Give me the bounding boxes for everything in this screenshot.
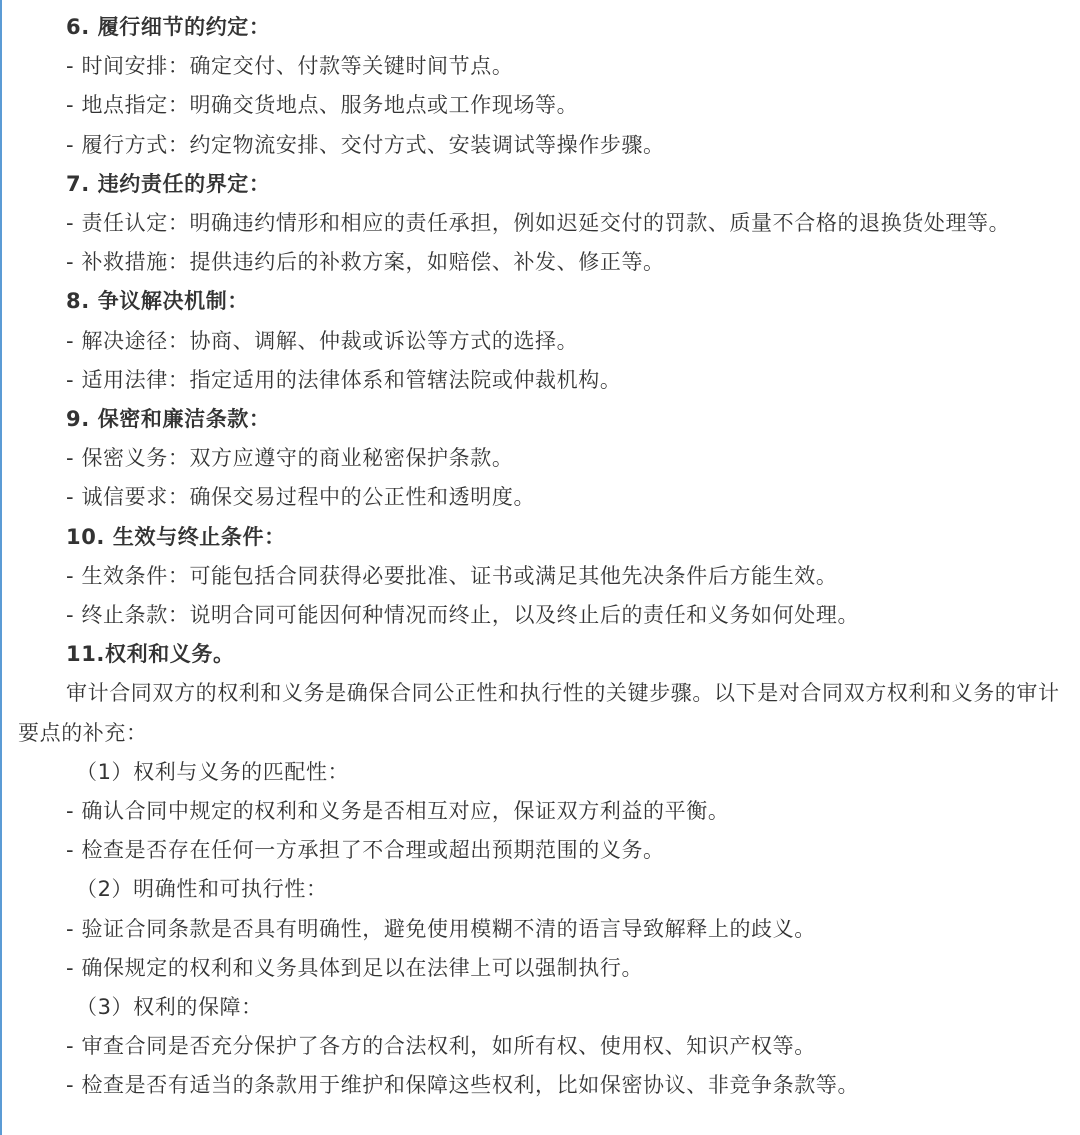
list-item: - 终止条款：说明合同可能因何种情况而终止，以及终止后的责任和义务如何处理。 xyxy=(66,603,860,628)
list-item: - 履行方式：约定物流安排、交付方式、安装调试等操作步骤。 xyxy=(66,132,665,157)
list-item: - 解决途径：协商、调解、仲裁或诉讼等方式的选择。 xyxy=(66,328,579,353)
list-item: - 检查是否有适当的条款用于维护和保障这些权利，比如保密协议、非竞争条款等。 xyxy=(66,1073,860,1098)
list-item: - 检查是否存在任何一方承担了不合理或超出预期范围的义务。 xyxy=(66,838,665,863)
section-heading-6: 6. 履行细节的约定： xyxy=(66,15,271,39)
intro-paragraph: 审计合同双方的权利和义务是确保合同公正性和执行性的关键步骤。以下是对合同双方权利和义务的审计要点的补充： xyxy=(18,681,1060,745)
section-heading-10: 10. 生效与终止条件： xyxy=(66,524,286,549)
list-item: - 生效条件：可能包括合同获得必要批准、证书或满足其他先决条件后方能生效。 xyxy=(66,563,838,588)
list-item: - 确认合同中规定的权利和义务是否相互对应，保证双方利益的平衡。 xyxy=(66,799,730,824)
list-item: - 诚信要求：确保交易过程中的公正性和透明度。 xyxy=(66,485,536,510)
wrapped-list-item: - 责任认定：明确违约情形和相应的责任承担，例如迟延交付的罚款、质量不合格的退换货处理等。 xyxy=(66,211,1011,236)
subsection-title: （1）权利与义务的匹配性： xyxy=(76,759,350,784)
list-item: - 验证合同条款是否具有明确性，避免使用模糊不清的语言导致解释上的歧义。 xyxy=(66,916,816,941)
list-item: - 确保规定的权利和义务具体到足以在法律上可以强制执行。 xyxy=(66,955,644,980)
section-heading-8: 8. 争议解决机制： xyxy=(66,289,249,314)
list-item: - 保密义务：双方应遵守的商业秘密保护条款。 xyxy=(66,446,514,471)
section-heading-9: 9. 保密和廉洁条款： xyxy=(66,407,271,432)
list-item: - 地点指定：明确交货地点、服务地点或工作现场等。 xyxy=(66,93,579,118)
subsection-title: （2）明确性和可执行性： xyxy=(76,877,328,902)
subsection-title: （3）权利的保障： xyxy=(76,995,263,1020)
list-item: - 适用法律：指定适用的法律体系和管辖法院或仲裁机构。 xyxy=(66,367,622,392)
list-item: - 审查合同是否充分保护了各方的合法权利，如所有权、使用权、知识产权等。 xyxy=(66,1034,816,1059)
list-item: - 时间安排：确定交付、付款等关键时间节点。 xyxy=(66,54,514,79)
section-heading-11: 11.权利和义务。 xyxy=(66,642,235,667)
section-heading-7: 7. 违约责任的界定： xyxy=(66,171,271,196)
list-item: - 补救措施：提供违约后的补救方案，如赔偿、补发、修正等。 xyxy=(66,250,665,275)
